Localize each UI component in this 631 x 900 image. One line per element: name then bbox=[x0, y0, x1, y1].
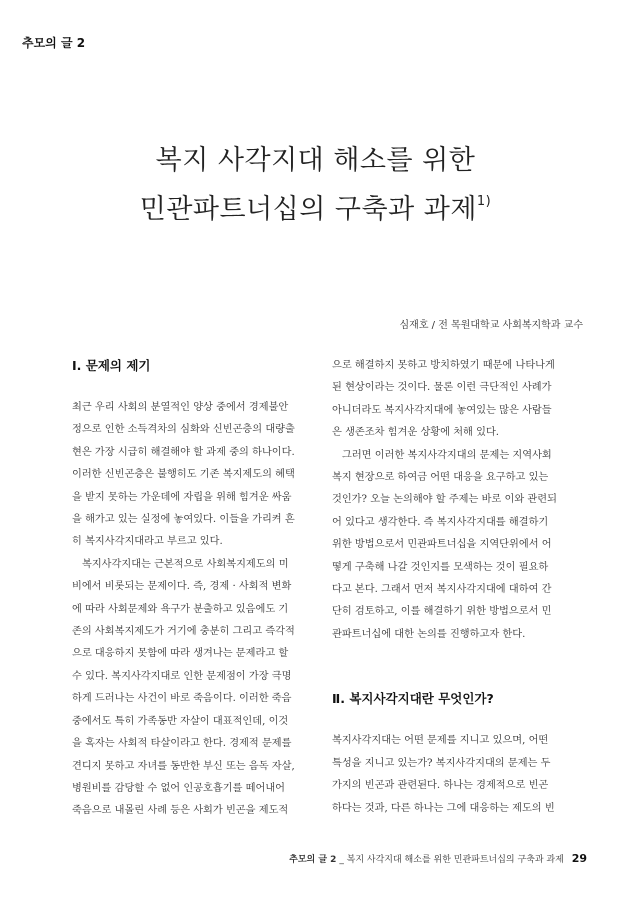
text-line: 하다는 것과, 다른 하나는 그에 대응하는 제도의 빈 bbox=[332, 802, 555, 814]
text-line: 정으로 인한 소득격차의 심화와 신빈곤층의 대량출 bbox=[72, 424, 295, 436]
text-line: 위한 방법으로서 민관파트너십을 지역단위에서 어 bbox=[332, 539, 552, 551]
section-heading-1: Ⅰ. 문제의 제기 bbox=[72, 358, 151, 373]
text-line: 다고 본다. 그래서 먼저 복지사각지대에 대하여 간 bbox=[332, 584, 552, 596]
right-paragraph-1 bbox=[332, 355, 572, 445]
text-line: 된 현상이라는 것이다. 물론 이런 극단적인 사례가 bbox=[332, 382, 552, 394]
running-header-tag: 추모의 글 2 bbox=[22, 36, 86, 50]
page-footer bbox=[289, 852, 587, 865]
right-paragraph-3 bbox=[332, 730, 572, 820]
text-line: 복지 현장으로 하여금 어떤 대응을 요구하고 있는 bbox=[332, 472, 549, 484]
page-number: 29 bbox=[571, 852, 587, 865]
article-title bbox=[0, 140, 631, 230]
left-column bbox=[72, 355, 304, 823]
text-line: 으로 대응하지 못함에 따라 생겨나는 문제라고 할 bbox=[72, 648, 289, 660]
text-line: 수 있다. 복지사각지대로 인한 문제점이 가장 극명 bbox=[72, 670, 292, 682]
text-line: 떻게 구축해 나갈 것인지를 모색하는 것이 필요하 bbox=[332, 561, 549, 573]
text-line: 가지의 빈곤과 관련된다. 하나는 경제적으로 빈곤 bbox=[332, 780, 549, 792]
text-line: 을 혹자는 사회적 타살이라고 한다. 경제적 문제를 bbox=[72, 738, 292, 750]
text-line: 에 따라 사회문제와 욕구가 분출하고 있음에도 기 bbox=[72, 603, 289, 615]
text-line: 을 해가고 있는 실정에 놓여있다. 이들을 가리켜 흔 bbox=[72, 514, 295, 526]
text-line: 그러면 이러한 복지사각지대의 문제는 지역사회 bbox=[342, 449, 552, 461]
text-line: 하게 드러나는 사건이 바로 죽음이다. 이러한 죽음 bbox=[72, 693, 292, 705]
footer-tag: 추모의 글 2 bbox=[289, 855, 337, 865]
text-line: 병원비를 감당할 수 없어 인공호흡기를 떼어내어 bbox=[72, 782, 286, 794]
title-line-2 bbox=[0, 181, 631, 230]
left-paragraph-2 bbox=[72, 554, 304, 823]
author-byline: 심재호 / 전 목원대학교 사회복지학과 교수 bbox=[399, 320, 583, 331]
text-line: 존의 사회복지제도가 거기에 충분히 그리고 즉각적 bbox=[72, 626, 295, 638]
section-heading-2: Ⅱ. 복지사각지대란 무엇인가? bbox=[332, 691, 494, 707]
text-line: 어 있다고 생각한다. 즉 복지사각지대를 해결하기 bbox=[332, 516, 549, 528]
text-line: 현은 가장 시급히 해결해야 할 과제 중의 하나이다. bbox=[72, 446, 295, 458]
text-line: 복지사각지대는 어떤 문제를 지니고 있으며, 어떤 bbox=[332, 735, 549, 747]
text-line: 을 받지 못하는 가운데에 자립을 위해 힘겨운 싸움 bbox=[72, 491, 292, 503]
title-line-1: 복지 사각지대 해소를 위한 bbox=[155, 145, 476, 176]
text-line: 죽음으로 내몰린 사례 등은 사회가 빈곤을 제도적 bbox=[72, 805, 289, 817]
text-line: 이러한 신빈곤층은 불행히도 기존 복지제도의 혜택 bbox=[72, 469, 295, 481]
text-line: 복지사각지대는 근본적으로 사회복지제도의 미 bbox=[82, 558, 289, 570]
text-line: 최근 우리 사회의 분열적인 양상 중에서 경제불안 bbox=[72, 402, 289, 413]
text-line: 중에서도 특히 가족동반 자살이 대표적인데, 이것 bbox=[72, 715, 289, 727]
footer-running-title: _ 복지 사각지대 해소를 위한 민관파트너십의 구축과 과제 bbox=[339, 855, 564, 865]
title-line-2-text: 민관파트너십의 구축과 과제 bbox=[139, 194, 477, 225]
right-paragraph-2 bbox=[332, 445, 572, 647]
text-line: 으로 해결하지 못하고 방치하였기 때문에 나타나게 bbox=[332, 360, 555, 371]
right-column bbox=[332, 355, 572, 820]
text-line: 비에서 비롯되는 문제이다. 즉, 경제 · 사회적 변화 bbox=[72, 581, 292, 593]
text-line: 단히 검토하고, 이를 해결하기 위한 방법으로서 민 bbox=[332, 606, 552, 618]
text-line: 것인가? 오늘 논의해야 할 주제는 바로 이와 관련되 bbox=[332, 494, 557, 506]
text-line: 특성을 지니고 있는가? 복지사각지대의 문제는 두 bbox=[332, 757, 551, 769]
text-line: 아니더라도 복지사각지대에 놓여있는 많은 사람들 bbox=[332, 404, 552, 416]
title-footnote-marker: 1) bbox=[476, 194, 492, 209]
text-line: 은 생존조차 힘겨운 상황에 처해 있다. bbox=[332, 427, 500, 439]
text-line: 히 복지사각지대라고 부르고 있다. bbox=[72, 536, 223, 548]
left-paragraph-1 bbox=[72, 397, 304, 554]
text-line: 견디지 못하고 자녀를 동반한 부신 또는 음독 자살, bbox=[72, 760, 295, 772]
text-line: 관파트너십에 대한 논의를 진행하고자 한다. bbox=[332, 628, 526, 640]
